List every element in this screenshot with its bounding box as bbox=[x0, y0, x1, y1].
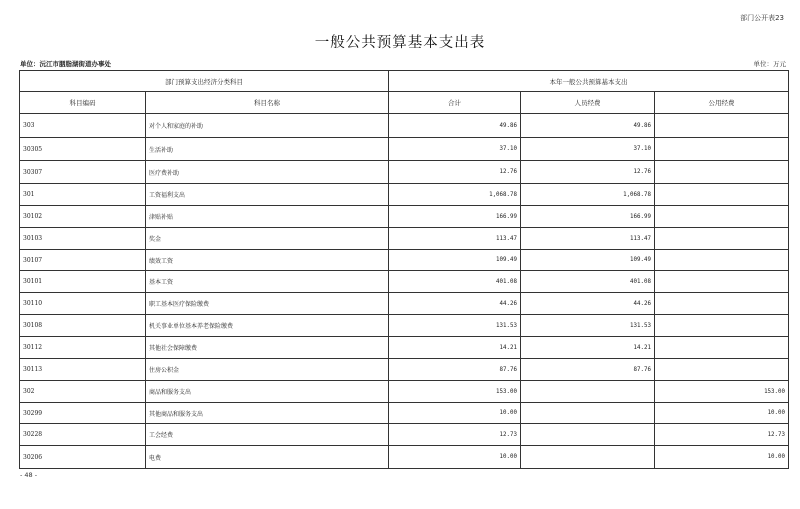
row-code: 303 bbox=[20, 114, 146, 138]
row-code: 302 bbox=[20, 381, 146, 403]
row-personnel bbox=[521, 446, 655, 469]
row-total: 87.76 bbox=[389, 359, 521, 381]
row-name: 职工基本医疗保险缴费 bbox=[146, 293, 389, 315]
row-code: 30228 bbox=[20, 424, 146, 446]
table-row bbox=[20, 271, 789, 293]
column-header-code: 科目编码 bbox=[20, 92, 146, 114]
row-code: 301 bbox=[20, 184, 146, 206]
row-personnel bbox=[521, 381, 655, 403]
row-name: 奖金 bbox=[146, 228, 389, 250]
table-row bbox=[20, 446, 789, 469]
row-personnel: 113.47 bbox=[521, 228, 655, 250]
row-total: 14.21 bbox=[389, 337, 521, 359]
row-code: 30102 bbox=[20, 206, 146, 228]
row-personnel: 49.86 bbox=[521, 114, 655, 138]
row-public: 10.00 bbox=[655, 446, 789, 469]
table-row bbox=[20, 138, 789, 161]
basic-expenditure-header: 本年一般公共预算基本支出 bbox=[389, 71, 789, 92]
row-name: 住房公积金 bbox=[146, 359, 389, 381]
row-code: 30113 bbox=[20, 359, 146, 381]
row-public bbox=[655, 250, 789, 271]
row-name: 医疗费补助 bbox=[146, 161, 389, 184]
column-header-public: 公用经费 bbox=[655, 92, 789, 114]
row-total: 109.49 bbox=[389, 250, 521, 271]
column-header-total: 合计 bbox=[389, 92, 521, 114]
row-total: 131.53 bbox=[389, 315, 521, 337]
table-column-header-row bbox=[20, 92, 789, 114]
table-row bbox=[20, 424, 789, 446]
row-public bbox=[655, 228, 789, 250]
row-public: 153.00 bbox=[655, 381, 789, 403]
row-name: 电费 bbox=[146, 446, 389, 469]
row-public bbox=[655, 315, 789, 337]
row-total: 49.86 bbox=[389, 114, 521, 138]
row-public bbox=[655, 184, 789, 206]
row-personnel bbox=[521, 403, 655, 424]
row-personnel: 166.99 bbox=[521, 206, 655, 228]
row-personnel bbox=[521, 424, 655, 446]
table-row bbox=[20, 359, 789, 381]
row-personnel: 131.53 bbox=[521, 315, 655, 337]
organization-unit-label: 单位：沅江市胭脂湖街道办事处 bbox=[20, 60, 111, 68]
row-personnel: 12.76 bbox=[521, 161, 655, 184]
row-name: 工会经费 bbox=[146, 424, 389, 446]
row-name: 机关事业单位基本养老保险缴费 bbox=[146, 315, 389, 337]
row-public bbox=[655, 271, 789, 293]
row-personnel: 37.10 bbox=[521, 138, 655, 161]
row-code: 30307 bbox=[20, 161, 146, 184]
row-public bbox=[655, 359, 789, 381]
row-code: 30112 bbox=[20, 337, 146, 359]
row-public bbox=[655, 138, 789, 161]
table-row bbox=[20, 381, 789, 403]
row-total: 153.00 bbox=[389, 381, 521, 403]
table-row bbox=[20, 337, 789, 359]
row-personnel: 401.08 bbox=[521, 271, 655, 293]
row-name: 生活补助 bbox=[146, 138, 389, 161]
row-total: 12.73 bbox=[389, 424, 521, 446]
row-total: 1,068.78 bbox=[389, 184, 521, 206]
row-total: 44.26 bbox=[389, 293, 521, 315]
row-public bbox=[655, 161, 789, 184]
page-title: 一般公共预算基本支出表 bbox=[314, 35, 486, 51]
column-header-personnel: 人员经费 bbox=[521, 92, 655, 114]
row-personnel: 109.49 bbox=[521, 250, 655, 271]
row-public bbox=[655, 206, 789, 228]
table-row bbox=[20, 114, 789, 138]
table-row bbox=[20, 315, 789, 337]
row-total: 10.00 bbox=[389, 446, 521, 469]
budget-table bbox=[19, 70, 789, 469]
table-row bbox=[20, 403, 789, 424]
row-name: 绩效工资 bbox=[146, 250, 389, 271]
row-total: 113.47 bbox=[389, 228, 521, 250]
currency-unit-label: 单位：万元 bbox=[753, 60, 786, 68]
row-name: 对个人和家庭的补助 bbox=[146, 114, 389, 138]
row-code: 30101 bbox=[20, 271, 146, 293]
row-personnel: 1,068.78 bbox=[521, 184, 655, 206]
row-name: 工资福利支出 bbox=[146, 184, 389, 206]
row-personnel: 87.76 bbox=[521, 359, 655, 381]
table-row bbox=[20, 206, 789, 228]
row-public bbox=[655, 293, 789, 315]
row-name: 其他社会保障缴费 bbox=[146, 337, 389, 359]
row-code: 30299 bbox=[20, 403, 146, 424]
economic-classification-header: 部门预算支出经济分类科目 bbox=[20, 71, 389, 92]
row-name: 其他商品和服务支出 bbox=[146, 403, 389, 424]
table-row bbox=[20, 250, 789, 271]
table-row bbox=[20, 184, 789, 206]
row-personnel: 44.26 bbox=[521, 293, 655, 315]
row-public bbox=[655, 337, 789, 359]
table-row bbox=[20, 161, 789, 184]
table-row bbox=[20, 293, 789, 315]
row-total: 10.00 bbox=[389, 403, 521, 424]
table-number-label: 部门公开表23 bbox=[740, 14, 784, 22]
row-code: 30305 bbox=[20, 138, 146, 161]
row-code: 30110 bbox=[20, 293, 146, 315]
row-total: 401.08 bbox=[389, 271, 521, 293]
row-total: 12.76 bbox=[389, 161, 521, 184]
row-name: 津贴补贴 bbox=[146, 206, 389, 228]
table-group-header-row bbox=[20, 71, 789, 92]
row-public bbox=[655, 114, 789, 138]
row-code: 30107 bbox=[20, 250, 146, 271]
row-total: 37.10 bbox=[389, 138, 521, 161]
row-total: 166.99 bbox=[389, 206, 521, 228]
row-name: 商品和服务支出 bbox=[146, 381, 389, 403]
row-name: 基本工资 bbox=[146, 271, 389, 293]
row-code: 30103 bbox=[20, 228, 146, 250]
row-code: 30206 bbox=[20, 446, 146, 469]
row-code: 30108 bbox=[20, 315, 146, 337]
row-personnel: 14.21 bbox=[521, 337, 655, 359]
row-public: 10.00 bbox=[655, 403, 789, 424]
row-public: 12.73 bbox=[655, 424, 789, 446]
page-number: - 48 - bbox=[20, 471, 38, 479]
table-row bbox=[20, 228, 789, 250]
column-header-name: 科目名称 bbox=[146, 92, 389, 114]
